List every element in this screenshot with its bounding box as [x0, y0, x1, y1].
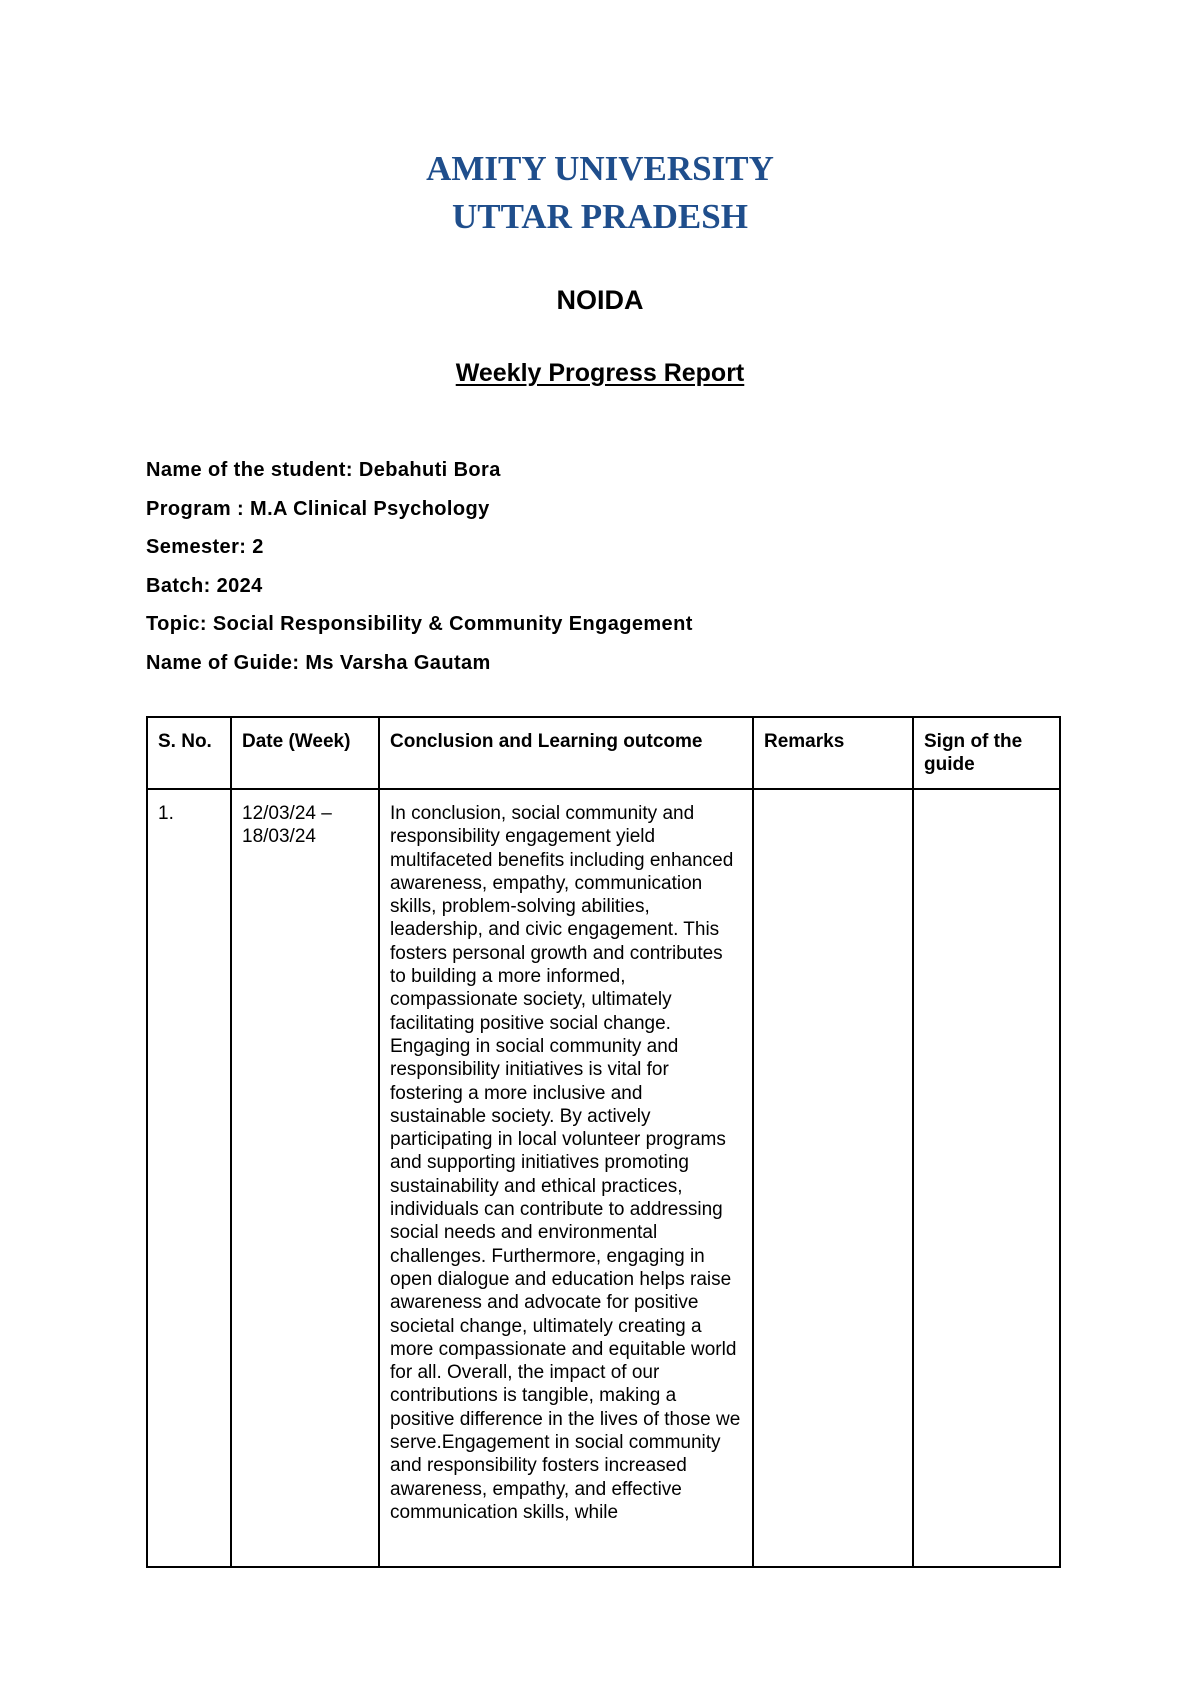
cell-sign: [913, 789, 1060, 1567]
cell-conclusion: [379, 789, 753, 1567]
table-row: [147, 789, 1060, 1567]
university-title: [0, 145, 1200, 241]
sno-text: 1.: [158, 803, 174, 824]
cell-sno: [147, 789, 231, 1567]
university-name: AMITY UNIVERSITY: [426, 149, 774, 188]
program: Program : M.A Clinical Psychology: [146, 497, 490, 520]
header-conclusion: Conclusion and Learning outcome: [379, 717, 753, 789]
topic: Topic: Social Responsibility & Community Engagement: [146, 613, 693, 635]
header-remarks: Remarks: [753, 717, 913, 789]
guide-name: Name of Guide: Ms Varsha Gautam: [146, 651, 491, 674]
conclusion-text: In conclusion, social community and responsibility engagement yield multifaceted benefits including enhanced awareness, empathy, communication skills, problem-solving abilities, leadership, and civic engagement. This fosters personal growth and contributes to building a more informed, compassionate society, ultimately facilitating positive social change. Engaging in social community and responsibility initiatives is vital for fostering a more inclusive and sustainable society. By actively participating in local volunteer programs and supporting initiatives promoting sustainability and ethical practices, individuals can contribute to addressing social needs and environmental challenges. Furthermore, engaging in open dialogue and education helps raise awareness and advocate for positive societal change, ultimately creating a more compassionate and equitable world for all. Overall, the impact of our contributions is tangible, making a positive difference in the lives of those we serve.Engagement in social community and responsibility fosters increased awareness, empathy, and effective communication skills, while: [390, 803, 741, 1523]
report-title: Weekly Progress Report: [455, 359, 745, 387]
university-state: UTTAR PRADESH: [452, 197, 748, 236]
table-header-row: [147, 717, 1060, 789]
header-sno: S. No.: [147, 717, 231, 789]
student-name: Name of the student: Debahuti Bora: [146, 459, 501, 481]
batch: Batch: 2024: [146, 574, 263, 597]
cell-date: [231, 789, 379, 1567]
campus-name: NOIDA: [556, 285, 644, 315]
student-info: [146, 457, 693, 688]
semester: Semester: 2: [146, 536, 264, 558]
cell-remarks: [753, 789, 913, 1567]
header-sign: Sign of the guide: [913, 717, 1060, 789]
date-text: 12/03/24 – 18/03/24: [242, 803, 332, 848]
report-title-wrap: [0, 357, 1200, 389]
header-date: Date (Week): [231, 717, 379, 789]
progress-table: [146, 716, 1061, 1568]
